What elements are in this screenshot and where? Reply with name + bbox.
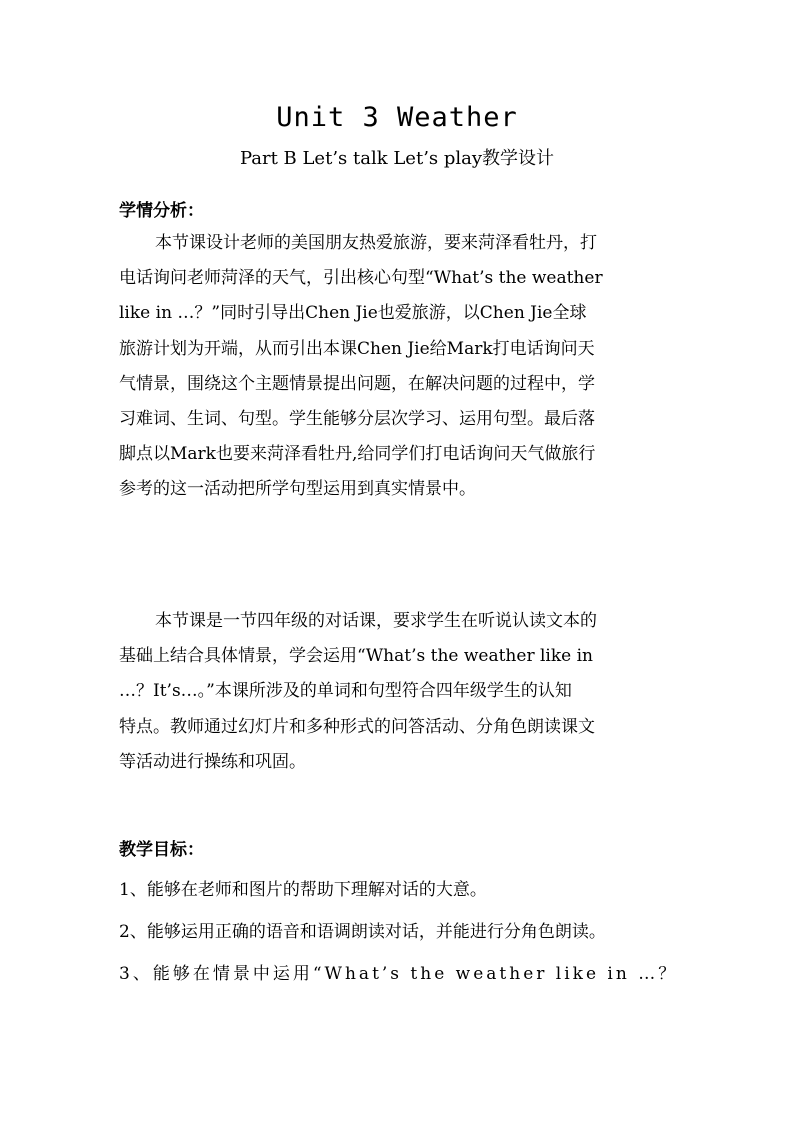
paragraph-line: 参考的这一活动把所学句型运用到真实情景中。 xyxy=(119,479,476,500)
objective-item-1: 1、能够在老师和图片的帮助下理解对话的大意。 xyxy=(119,880,487,900)
paragraph-line: 习难词、生词、句型。学生能够分层次学习、运用句型。最后落 xyxy=(119,408,595,429)
analysis-paragraph-1 xyxy=(119,226,649,508)
paragraph-line: …？It’s…。”本课所涉及的单词和句型符合四年级学生的认知 xyxy=(119,681,572,702)
paragraph-line: 基础上结合具体情景，学会运用“What’s the weather like in xyxy=(119,646,593,667)
analysis-heading: 学情分析： xyxy=(119,201,204,221)
paragraph-line: 脚点以Mark也要来菏泽看牡丹,给同学们打电话询问天气做旅行 xyxy=(119,444,596,465)
paragraph-line: 旅游计划为开端，从而引出本课Chen Jie给Mark打电话询问天 xyxy=(119,338,595,359)
document-title: Unit 3 Weather xyxy=(276,102,518,133)
paragraph-line: 特点。教师通过幻灯片和多种形式的问答活动、分角色朗读课文 xyxy=(119,716,595,737)
objectives-heading: 教学目标： xyxy=(119,840,204,860)
paragraph-line: 气情景，围绕这个主题情景提出问题，在解决问题的过程中，学 xyxy=(119,373,595,394)
paragraph-line: 本节课是一节四年级的对话课，要求学生在听说认读文本的 xyxy=(155,611,597,631)
paragraph-line: like in …？”同时引导出Chen Jie也爱旅游，以Chen Jie全球 xyxy=(119,303,587,324)
objective-item-2: 2、能够运用正确的语音和语调朗读对话，并能进行分角色朗读。 xyxy=(119,922,606,942)
paragraph-line: 本节课设计老师的美国朋友热爱旅游，要来菏泽看牡丹，打 xyxy=(155,233,597,253)
paragraph-line: 电话询问老师菏泽的天气，引出核心句型“What’s the weather xyxy=(119,268,603,289)
objective-item-3: 3、能够在情景中运用“What’s the weather like in …？ xyxy=(119,964,679,984)
paragraph-line: 等活动进行操练和巩固。 xyxy=(119,751,306,772)
document-subtitle: Part B Let’s talk Let’s play教学设计 xyxy=(239,148,555,169)
analysis-paragraph-2 xyxy=(119,604,649,780)
